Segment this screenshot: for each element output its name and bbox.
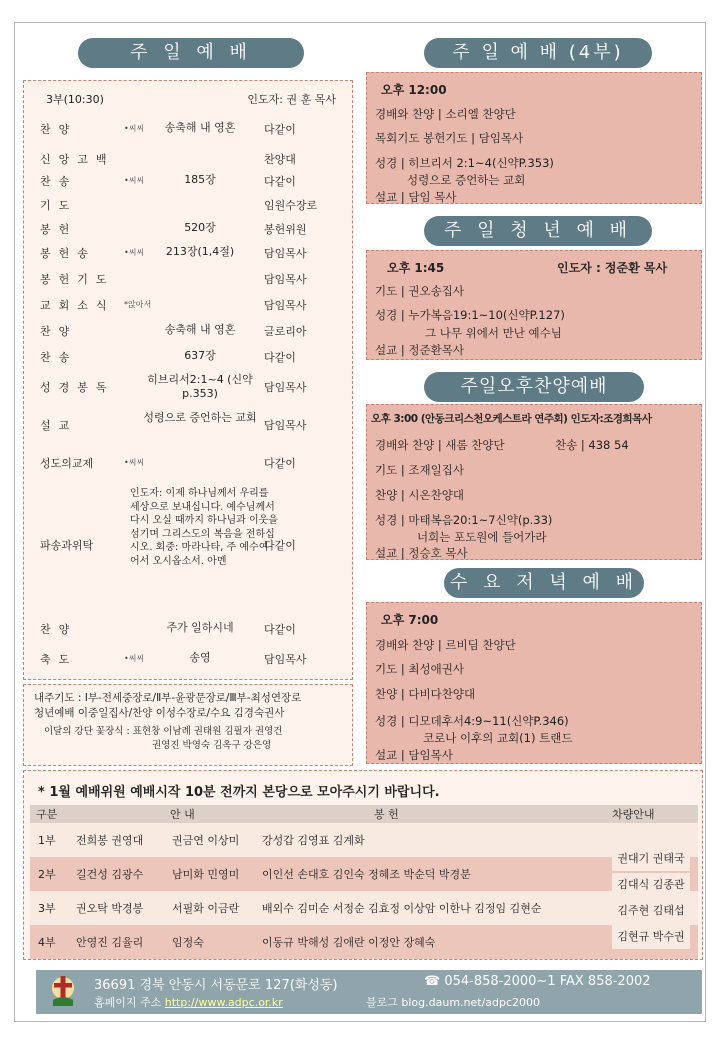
church-cross-logo: [50, 974, 76, 1008]
order-content: 송축해 내 영혼: [164, 121, 236, 134]
order-leader: 다같이: [264, 539, 296, 552]
order-label: 축도: [40, 653, 78, 666]
flower-line-2: 권영진 박영숙 김옥구 강은영: [152, 740, 272, 751]
order-content: 히브리서2:1~4 (신약p.353): [147, 373, 253, 400]
duty-guide-1: 안영진 김율리: [68, 925, 164, 959]
youth-sermon-title: 그 나무 위에서 만난 예수님: [425, 326, 562, 340]
duty-offering: 강성갑 김영표 김계화: [254, 823, 594, 857]
order-content: 송축해 내 영혼: [164, 323, 236, 336]
order-leader: 담임목사: [264, 653, 307, 666]
wednesday-choir: 찬양 | 다비다찬양대: [375, 687, 476, 701]
order-content: 520장: [184, 221, 216, 234]
order-label: 설교: [40, 419, 78, 432]
order-leader: 다같이: [264, 351, 296, 364]
afternoon-hymn: 찬송 | 438 54: [555, 438, 629, 452]
youth-leader: 인도자 : 정준환 목사: [557, 261, 668, 275]
order-stand-mark: •씨씨: [124, 654, 145, 663]
duty-offering: 이동규 박해성 김애란 이정안 장혜숙: [254, 925, 594, 959]
service4-box: [366, 72, 702, 204]
wednesday-sermon-title: 코로나 이후의 교회(1) 트랜드: [423, 731, 573, 745]
col-offering: 봉 헌: [254, 805, 594, 823]
order-label: 찬송: [40, 175, 78, 188]
wednesday-praise: 경배와 찬양 | 르비딤 찬양단: [375, 638, 516, 652]
main-service-header: 주 일 예 배: [78, 38, 304, 68]
duty-guide-2: 서필화 이금란: [164, 891, 254, 925]
service-leader: 인도자: 권 훈 목사: [247, 93, 336, 106]
footer: [36, 970, 702, 1014]
afternoon-sermon: 설교 | 정승호 목사: [375, 546, 468, 560]
service4-sermon: 설교 | 담임 목사: [375, 190, 457, 204]
duty-guide-1: 길건성 김광수: [68, 857, 164, 891]
order-label: 찬양: [40, 325, 78, 338]
duty-row: [30, 891, 698, 925]
service4-header: 주 일 예 배 (4부): [424, 38, 652, 68]
afternoon-choir: 찬양 | 시온찬양대: [375, 488, 464, 502]
duty-offering: 이인선 손대호 김인숙 정혜조 박순덕 박경분: [254, 857, 594, 891]
order-content: 637장: [184, 349, 216, 362]
afternoon-box: [366, 404, 702, 560]
footer-homepage: [94, 994, 283, 1010]
order-label: 찬양: [40, 123, 78, 136]
car-duty: 김현규 박수권: [612, 925, 690, 949]
duty-row: [30, 857, 698, 891]
wednesday-sermon: 설교 | 담임목사: [375, 748, 453, 762]
prayer-line: 내주기도 : Ⅰ부-전세중장로/Ⅱ부-윤광문장로/Ⅲ부-최성연장로: [34, 692, 302, 704]
service4-sermon-title: 성령으로 증언하는 교회: [407, 173, 526, 187]
order-leader: 글로리아: [264, 325, 307, 338]
order-stand-mark: •씨씨: [124, 124, 145, 133]
order-label: 성도의교제: [40, 457, 94, 470]
order-leader: 임원수장로: [264, 199, 318, 212]
duty-part: 4부: [30, 925, 68, 959]
wednesday-box: [366, 602, 702, 764]
order-label: 찬양: [40, 623, 78, 636]
duty-guide-1: 전희봉 권영대: [68, 823, 164, 857]
order-label: 파송과위탁: [40, 539, 94, 552]
duty-row: [30, 925, 698, 959]
order-label: 기도: [40, 199, 78, 212]
duty-guide-2: 권금연 이상미: [164, 823, 254, 857]
service4-prayer: 목회기도 봉헌기도 | 담임목사: [375, 131, 524, 145]
homepage-link[interactable]: http://www.adpc.or.kr: [164, 996, 283, 1009]
order-content: 185장: [184, 173, 216, 186]
homepage-label: 홈페이지 주소: [94, 996, 162, 1009]
service4-praise: 경배와 찬양 | 소리엘 찬양단: [375, 107, 516, 121]
youth-prayer: 기도 | 권오송집사: [375, 284, 464, 298]
order-leader: 담임목사: [264, 247, 307, 260]
order-label: 찬송: [40, 351, 78, 364]
order-leader: 다같이: [264, 623, 296, 636]
order-leader: 담임목사: [264, 299, 307, 312]
order-stand-mark: *앉아서: [124, 300, 152, 309]
duty-roster: [23, 770, 703, 960]
youth-time: 오후 1:45: [387, 261, 445, 275]
car-duty: 김주현 김태섭: [612, 899, 690, 923]
blessing-text: 인도자: 이제 하나님께서 우리를 세상으로 보내십니다. 예수님께서 다시 오실 때까지 하나님과 이웃을 섬기며 그리스도의 복음을 전하십시오. 회중: 마라나타, 주 예수여 어서 오시옵소서. 아멘: [130, 488, 278, 567]
duty-part: 3부: [30, 891, 68, 925]
service4-time: 오후 12:00: [381, 83, 447, 97]
col-car: 차량안내: [594, 805, 698, 823]
duty-guide-2: 남미화 민영미: [164, 857, 254, 891]
prayer-line-2: 청년예배 이중일집사/찬양 이성수장로/수요 김경숙권사: [34, 707, 285, 719]
flower-line: 이달의 강단 꽃장식 : 표현창 이남례 권태원 김필자 권영건: [44, 726, 283, 737]
car-duty: 권대기 권태국: [612, 847, 690, 871]
order-leader: 다같이: [264, 123, 296, 136]
order-leader: 담임목사: [264, 419, 307, 432]
order-leader: 다같이: [264, 175, 296, 188]
afternoon-praise: 경배와 찬양 | 새롬 찬양단: [375, 438, 505, 452]
order-content: 송영: [189, 651, 211, 664]
duty-offering: 배외수 김미순 서정순 김효정 이상암 이한나 김정임 김현순: [254, 891, 594, 925]
car-duty: 김대식 김종관: [612, 873, 690, 897]
afternoon-header: 주일오후찬양예배: [424, 372, 644, 402]
footer-phone: ☎ 054-858-2000~1 FAX 858-2002: [424, 974, 651, 989]
order-leader: 담임목사: [264, 381, 307, 394]
duty-part: 2부: [30, 857, 68, 891]
order-leader: 봉헌위원: [264, 223, 307, 236]
duty-title: * 1월 예배위원 예배시작 10분 전까지 본당으로 모아주시기 바랍니다.: [38, 785, 440, 800]
order-leader: 다같이: [264, 457, 296, 470]
youth-scripture: 성경 | 누가복음19:1~10(신약P.127): [375, 308, 565, 322]
youth-box: [366, 250, 702, 360]
col-guide-spacer: [68, 805, 164, 823]
youth-sermon: 설교 | 정준환목사: [375, 343, 464, 357]
notes-box: [23, 684, 353, 766]
order-label: 신앙고백: [40, 153, 115, 166]
duty-row: [30, 823, 698, 857]
afternoon-prayer: 기도 | 조재일집사: [375, 463, 464, 477]
col-guide: 안 내: [164, 805, 254, 823]
order-leader: 담임목사: [264, 273, 307, 286]
order-label: 봉헌기도: [40, 273, 115, 286]
order-stand-mark: •씨씨: [124, 176, 145, 185]
duty-guide-1: 권오탁 박경봉: [68, 891, 164, 925]
service4-scripture: 성경 | 히브리서 2:1~4(신약P.353): [375, 156, 554, 170]
order-stand-mark: •씨씨: [124, 248, 145, 257]
order-content: 성령으로 증언하는 교회: [143, 411, 257, 424]
worship-order: [23, 80, 353, 680]
wednesday-scripture: 성경 | 디모데후서4:9~11(신약P.346): [375, 714, 569, 728]
col-part: 구분: [30, 805, 68, 823]
wednesday-prayer: 기도 | 최성애권사: [375, 662, 464, 676]
footer-blog[interactable]: 블로그 blog.daum.net/adpc2000: [366, 996, 541, 1009]
footer-address: 36691 경북 안동시 서동문로 127(화성동): [94, 978, 338, 993]
wednesday-header: 수 요 저 녁 예 배: [444, 568, 644, 598]
duty-table: [30, 805, 698, 959]
order-content: 주가 일하시네: [166, 621, 234, 634]
order-leader: 찬양대: [264, 153, 296, 166]
order-head: [24, 91, 352, 107]
duty-part: 1부: [30, 823, 68, 857]
order-stand-mark: •씨씨: [124, 458, 145, 467]
order-content: 213장(1,4절): [165, 245, 235, 258]
order-label: 성경봉독: [40, 381, 115, 394]
afternoon-scripture: 성경 | 마태복음20:1~7신약(p.33): [375, 513, 553, 527]
order-label: 봉헌: [40, 223, 78, 236]
service-time: 3부(10:30): [46, 93, 104, 106]
order-label: 봉헌송: [40, 247, 96, 260]
afternoon-time: 오후 3:00 (안동크리스천오케스트라 연주회) 인도자:조경희목사: [371, 413, 652, 425]
order-label: 교회소식: [40, 299, 115, 312]
afternoon-sermon-title: 너희는 포도원에 들어가라: [417, 530, 547, 544]
duty-guide-2: 임정숙: [164, 925, 254, 959]
youth-header: 주 일 청 년 예 배: [424, 216, 652, 246]
wednesday-time: 오후 7:00: [381, 613, 439, 627]
